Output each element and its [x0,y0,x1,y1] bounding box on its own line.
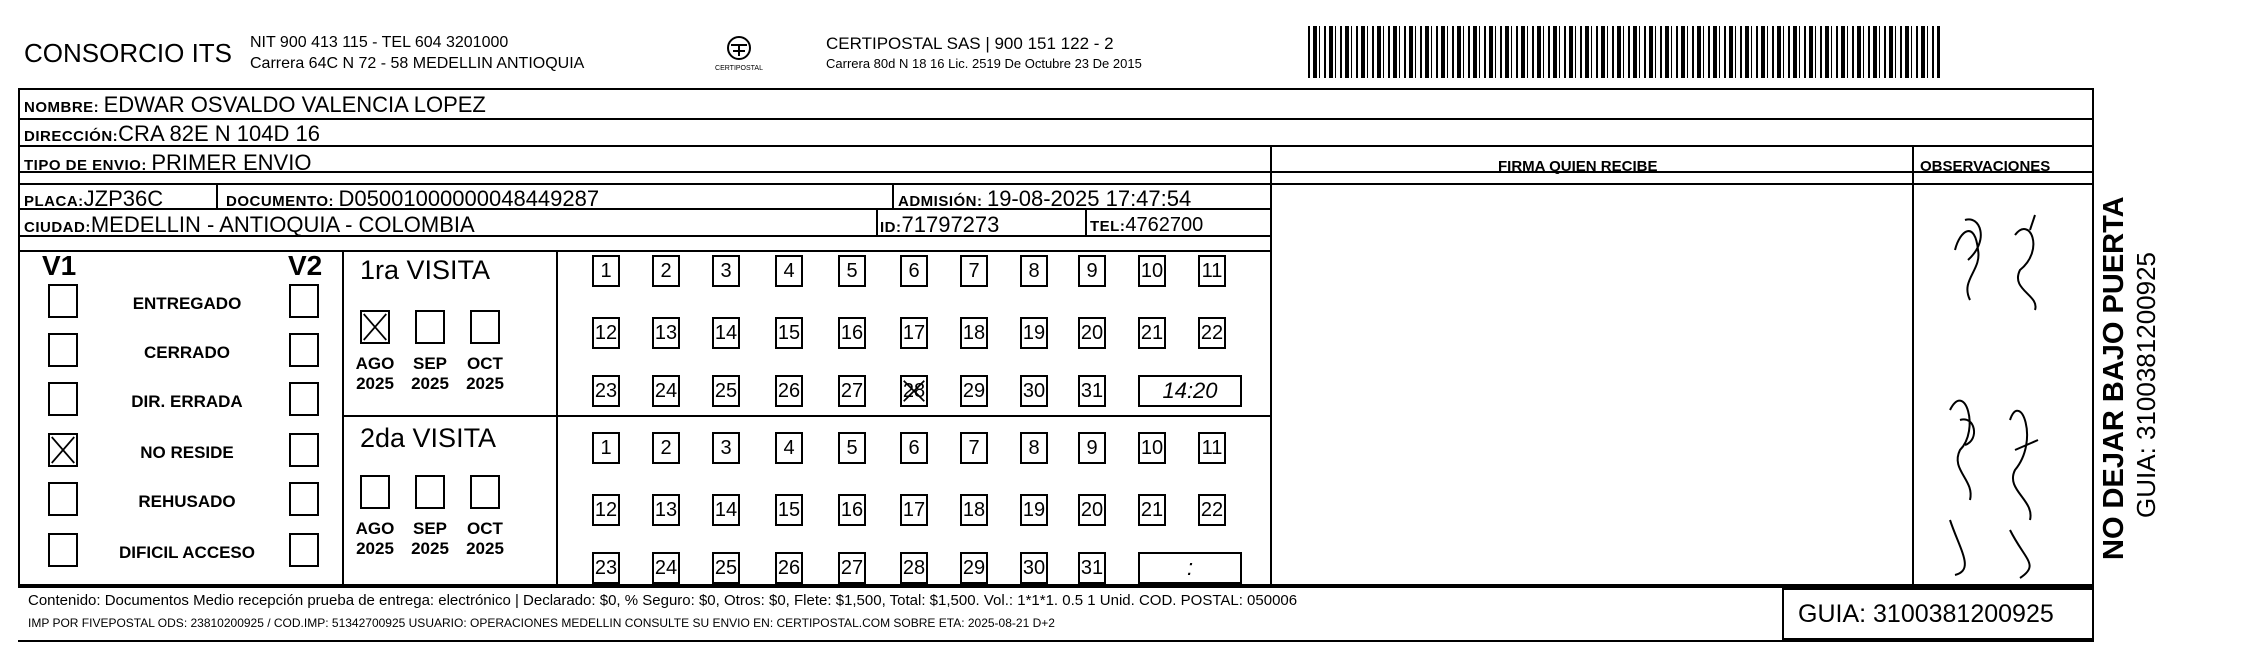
direccion-label: DIRECCIÓN: [24,128,119,145]
second-visit-day-box[interactable]: 30 [1020,552,1048,584]
second-visit-day-box[interactable]: 7 [960,432,988,464]
first-visit-day-box[interactable]: 4 [775,255,803,287]
first-visit-day-box[interactable]: 26 [775,375,803,407]
footer-impresion: IMP POR FIVEPOSTAL ODS: 23810200925 / COD.IMP: 51342700925 USUARIO: OPERACIONES MEDELLIN CONSULTE SU ENVIO EN: CERTIPOSTAL.COM SOBRE ETA: 2025-08-21 D+2 [28,616,1055,630]
v1-checkbox[interactable] [48,284,78,318]
side-labels [2098,80,2162,560]
tel-value: 4762700 [1125,214,1204,236]
first-visit-day-box[interactable]: 23 [592,375,620,407]
first-visit-day-box[interactable]: 13 [652,317,680,349]
v2-checkbox[interactable] [289,333,319,367]
first-visit-day-box[interactable]: 19 [1020,317,1048,349]
id-value: 71797273 [901,212,1000,237]
first-visit-day-box[interactable]: 15 [775,317,803,349]
first-visit-day-box[interactable]: 25 [712,375,740,407]
admision-label: ADMISIÓN: [898,193,983,210]
tipo-envio-label: TIPO DE ENVIO: [24,157,147,174]
first-visit-day-box[interactable]: 12 [592,317,620,349]
first-visit-month-checkbox[interactable] [470,310,500,344]
first-visit-day-box[interactable]: 6 [900,255,928,287]
second-visit-day-box[interactable]: 11 [1198,432,1226,464]
first-visit-month-label[interactable]: AGO 2025 [355,354,395,393]
first-visit-month-label[interactable]: OCT 2025 [466,354,504,393]
second-visit-day-box[interactable]: 6 [900,432,928,464]
first-visit-day-box[interactable]: 18 [960,317,988,349]
second-visit-day-box[interactable]: 26 [775,552,803,584]
second-visit-day-box[interactable]: 31 [1078,552,1106,584]
second-visit-day-box[interactable]: 2 [652,432,680,464]
second-visit-day-box[interactable]: 1 [592,432,620,464]
first-visit-day-box[interactable]: 16 [838,317,866,349]
svg-text:CERTIPOSTAL: CERTIPOSTAL [715,65,763,72]
second-visit-day-box[interactable]: 29 [960,552,988,584]
first-visit-title: 1ra VISITA [360,255,491,285]
status-label[interactable]: DIFICIL ACCESO [118,543,255,562]
first-visit-day-box[interactable]: 22 [1198,317,1226,349]
v2-checkbox[interactable] [289,533,319,567]
second-visit-day-box[interactable]: 17 [900,494,928,526]
second-visit-day-box[interactable]: 12 [592,494,620,526]
second-visit-day-box[interactable]: 23 [592,552,620,584]
second-visit-day-box[interactable]: 13 [652,494,680,526]
status-label[interactable]: NO RESIDE [140,443,234,462]
second-visit-day-box[interactable]: 28 [900,552,928,584]
first-visit-day-box[interactable]: 17 [900,317,928,349]
admision-value: 19-08-2025 17:47:54 [986,186,1192,211]
ciudad-label: CIUDAD: [24,219,91,236]
first-visit-day-box[interactable]: 7 [960,255,988,287]
firma-header: FIRMA QUIEN RECIBE [1498,158,1658,175]
v2-checkbox[interactable] [289,433,319,467]
second-visit-day-box[interactable]: 21 [1138,494,1166,526]
first-visit-day-box[interactable]: 2 [652,255,680,287]
side-guia: GUIA: 3100381200925 [2131,252,2161,518]
second-visit-day-box[interactable]: 3 [712,432,740,464]
second-visit-day-box[interactable]: 5 [838,432,866,464]
second-visit-day-box[interactable]: 18 [960,494,988,526]
first-visit-day-box[interactable]: 27 [838,375,866,407]
footer-contenido: Contenido: Documentos Medio recepción prueba de entrega: electrónico | Declarado: $0, % Seguro: $0, Otros: $0, Flete: $1,500, Total: $1,500. Vol.: 1*1*1. 0.5 1 Unid. COD. POSTAL: 050006 [28,592,1298,609]
courier-name: CERTIPOSTAL SAS | 900 151 122 - 2 [826,34,1114,53]
company-address: Carrera 64C N 72 - 58 MEDELLIN ANTIOQUIA [250,55,585,72]
v1-checkbox[interactable] [48,482,78,516]
second-visit-day-box[interactable]: 16 [838,494,866,526]
first-visit-day-box[interactable]: 8 [1020,255,1048,287]
first-visit-month-checkbox[interactable] [360,310,390,344]
ciudad-value: MEDELLIN - ANTIOQUIA - COLOMBIA [90,212,475,237]
placa-label: PLACA: [24,193,84,210]
first-visit-day-box[interactable]: 30 [1020,375,1048,407]
first-visit-day-box[interactable]: 3 [712,255,740,287]
first-visit-day-box[interactable]: 1 [592,255,620,287]
documento-label: DOCUMENTO: [226,193,335,210]
barcode [1308,26,1940,78]
tipo-envio-value: PRIMER ENVIO [151,150,312,175]
company-nit: NIT 900 413 115 - TEL 604 3201000 [250,34,509,51]
second-visit-month-label[interactable]: OCT 2025 [466,519,504,558]
v2-checkbox[interactable] [289,382,319,416]
v1-label: V1 [42,250,77,281]
v1-checkbox[interactable] [48,382,78,416]
courier-address: Carrera 80d N 18 16 Lic. 2519 De Octubre 23 De 2015 [826,56,1142,71]
first-visit-day-box[interactable]: 29 [960,375,988,407]
first-visit-month-label[interactable]: SEP 2025 [411,354,449,393]
second-visit-day-box[interactable]: 15 [775,494,803,526]
v2-checkbox[interactable] [289,284,319,318]
tel-label: TEL: [1090,218,1126,235]
documento-value: D05001000000048449287 [338,186,600,211]
footer-guia: GUIA: 3100381200925 [1798,600,2054,628]
first-visit-day-box[interactable]: 28 [900,375,928,407]
status-label[interactable]: REHUSADO [138,492,236,511]
second-visit-month-label[interactable]: AGO 2025 [355,519,395,558]
nombre-label: NOMBRE: [24,99,100,116]
first-visit-day-box[interactable]: 5 [838,255,866,287]
first-visit-day-box[interactable]: 9 [1078,255,1106,287]
v2-checkbox[interactable] [289,482,319,516]
first-visit-day-box[interactable]: 21 [1138,317,1166,349]
id-label: ID: [880,219,902,236]
second-visit-time-field[interactable]: : [1138,552,1242,584]
first-visit-day-box[interactable]: 31 [1078,375,1106,407]
v1-checkbox[interactable] [48,533,78,567]
second-visit-title: 2da VISITA [360,423,497,453]
observaciones-header: OBSERVACIONES [1920,158,2051,175]
first-visit-month-checkbox[interactable] [415,310,445,344]
placa-value: JZP36C [83,186,164,211]
second-visit-month-checkbox[interactable] [360,475,390,509]
status-label[interactable]: ENTREGADO [132,294,242,313]
second-visit-day-box[interactable]: 8 [1020,432,1048,464]
second-visit-month-checkbox[interactable] [470,475,500,509]
second-visit-day-box[interactable]: 25 [712,552,740,584]
first-visit-day-box[interactable]: 11 [1198,255,1226,287]
second-visit-day-box[interactable]: 19 [1020,494,1048,526]
second-visit-month-checkbox[interactable] [415,475,445,509]
nombre-value: EDWAR OSVALDO VALENCIA LOPEZ [103,92,486,117]
status-label[interactable]: CERRADO [144,343,230,362]
second-visit-day-box[interactable]: 9 [1078,432,1106,464]
second-visit-day-box[interactable]: 24 [652,552,680,584]
company-name: CONSORCIO ITS [24,38,233,68]
first-visit-day-box[interactable]: 14 [712,317,740,349]
second-visit-day-box[interactable]: 14 [712,494,740,526]
second-visit-day-box[interactable]: 4 [775,432,803,464]
status-label[interactable]: DIR. ERRADA [131,392,243,411]
first-visit-time-field[interactable]: 14:20 [1138,375,1242,407]
second-visit-month-label[interactable]: SEP 2025 [411,519,449,558]
first-visit-day-box[interactable]: 20 [1078,317,1106,349]
second-visit-day-box[interactable]: 22 [1198,494,1226,526]
v1-checkbox[interactable] [48,433,78,467]
observaciones-handwriting [1920,190,2090,580]
main-frame [18,88,2094,588]
v2-label: V2 [288,250,323,281]
first-visit-day-box[interactable]: 10 [1138,255,1166,287]
side-title: NO DEJAR BAJO PUERTA [2098,196,2130,560]
second-visit-day-box[interactable]: 20 [1078,494,1106,526]
direccion-value: CRA 82E N 104D 16 [118,121,320,146]
second-visit-day-box[interactable]: 27 [838,552,866,584]
first-visit-day-box[interactable]: 24 [652,375,680,407]
certipostal-logo-icon [715,32,763,74]
second-visit-day-box[interactable]: 10 [1138,432,1166,464]
v1-checkbox[interactable] [48,333,78,367]
